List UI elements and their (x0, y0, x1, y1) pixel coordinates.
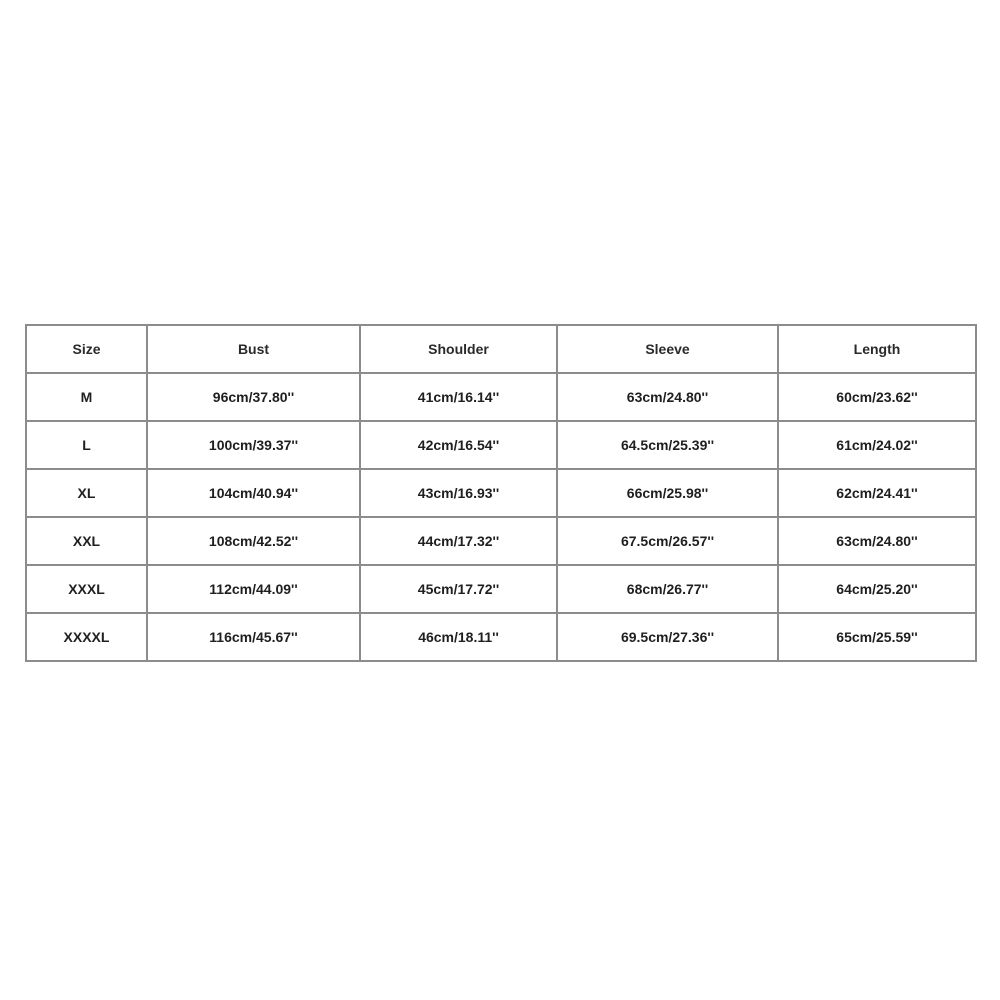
cell-sleeve: 68cm/26.77'' (557, 565, 778, 613)
header-size: Size (26, 325, 147, 373)
cell-sleeve: 64.5cm/25.39'' (557, 421, 778, 469)
header-length: Length (778, 325, 976, 373)
cell-length: 65cm/25.59'' (778, 613, 976, 661)
cell-length: 60cm/23.62'' (778, 373, 976, 421)
cell-sleeve: 63cm/24.80'' (557, 373, 778, 421)
cell-size: XXXXL (26, 613, 147, 661)
table-row (26, 517, 976, 565)
cell-shoulder: 42cm/16.54'' (360, 421, 557, 469)
cell-sleeve: 67.5cm/26.57'' (557, 517, 778, 565)
cell-size: XXL (26, 517, 147, 565)
cell-sleeve: 66cm/25.98'' (557, 469, 778, 517)
cell-size: XL (26, 469, 147, 517)
table-row (26, 421, 976, 469)
cell-length: 62cm/24.41'' (778, 469, 976, 517)
cell-sleeve: 69.5cm/27.36'' (557, 613, 778, 661)
table-row (26, 565, 976, 613)
cell-bust: 112cm/44.09'' (147, 565, 360, 613)
cell-shoulder: 44cm/17.32'' (360, 517, 557, 565)
cell-bust: 116cm/45.67'' (147, 613, 360, 661)
cell-shoulder: 43cm/16.93'' (360, 469, 557, 517)
size-chart-table (25, 324, 977, 662)
header-shoulder: Shoulder (360, 325, 557, 373)
table-row (26, 373, 976, 421)
cell-length: 64cm/25.20'' (778, 565, 976, 613)
cell-shoulder: 41cm/16.14'' (360, 373, 557, 421)
cell-shoulder: 45cm/17.72'' (360, 565, 557, 613)
header-sleeve: Sleeve (557, 325, 778, 373)
cell-size: XXXL (26, 565, 147, 613)
table-row (26, 469, 976, 517)
cell-length: 61cm/24.02'' (778, 421, 976, 469)
header-bust: Bust (147, 325, 360, 373)
table-row (26, 613, 976, 661)
cell-length: 63cm/24.80'' (778, 517, 976, 565)
cell-shoulder: 46cm/18.11'' (360, 613, 557, 661)
cell-bust: 100cm/39.37'' (147, 421, 360, 469)
cell-bust: 104cm/40.94'' (147, 469, 360, 517)
cell-bust: 96cm/37.80'' (147, 373, 360, 421)
cell-bust: 108cm/42.52'' (147, 517, 360, 565)
cell-size: M (26, 373, 147, 421)
table-header-row (26, 325, 976, 373)
cell-size: L (26, 421, 147, 469)
